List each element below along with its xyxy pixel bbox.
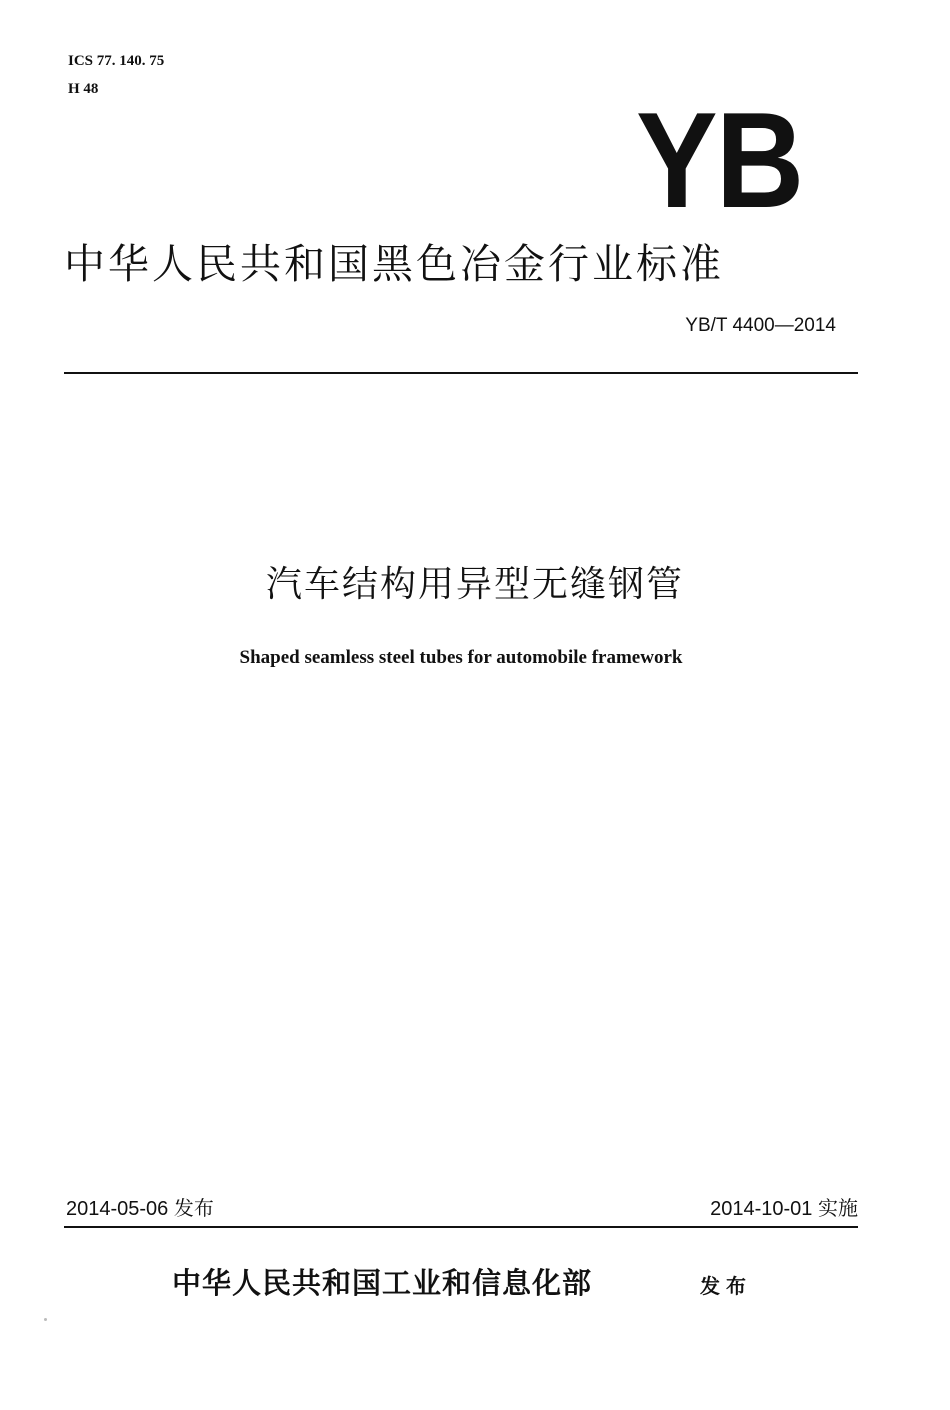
implementation-date: 2014-10-01 实施 xyxy=(710,1198,858,1220)
top-divider xyxy=(64,372,858,374)
classification-number: H 48 xyxy=(68,81,99,97)
scan-speck xyxy=(44,1318,47,1321)
ics-number: ICS 77. 140. 75 xyxy=(68,53,165,69)
yb-logo: YB xyxy=(636,84,803,236)
document-title-chinese: 汽车结构用异型无缝钢管 xyxy=(265,564,684,605)
document-title-english: Shaped seamless steel tubes for automobile framework xyxy=(239,647,683,668)
publish-label: 发布 xyxy=(700,1274,752,1298)
issue-date: 2014-05-06 发布 xyxy=(66,1198,214,1220)
issuing-ministry: 中华人民共和国工业和信息化部 xyxy=(172,1266,593,1300)
organization-title: 中华人民共和国黑色冶金行业标准 xyxy=(64,240,724,288)
bottom-divider xyxy=(64,1226,858,1228)
standard-code: YB/T 4400—2014 xyxy=(685,315,836,336)
